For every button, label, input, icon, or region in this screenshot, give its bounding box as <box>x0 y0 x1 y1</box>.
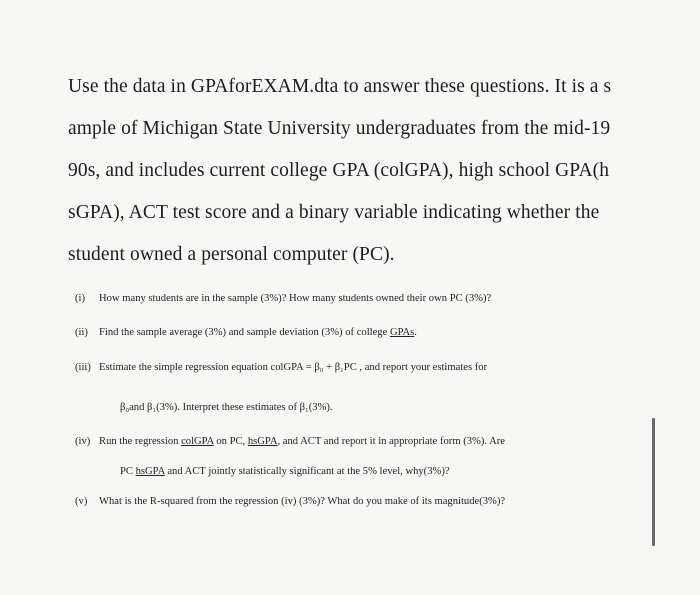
question-number: (v) <box>75 496 88 507</box>
question-v <box>75 496 505 507</box>
question-text: What is the R-squared from the regression (iv) (3%)? What do you make of its magnitude(3%)? <box>99 496 506 507</box>
question-iv-continuation <box>120 466 450 477</box>
intro-line-3: 90s, and includes current college GPA (colGPA), high school GPA(h <box>68 160 610 181</box>
question-text-underlined: hsGPA <box>247 436 278 447</box>
question-text: How many students are in the sample (3%)? How many students owned their own PC (3%)? <box>99 293 492 304</box>
intro-paragraph <box>68 66 648 276</box>
scrollbar[interactable] <box>652 418 655 546</box>
question-iii <box>75 362 487 373</box>
question-i <box>75 293 491 304</box>
question-text: Run the regression <box>99 436 182 447</box>
question-number: (iii) <box>75 362 91 373</box>
question-number: (iv) <box>75 436 91 447</box>
question-text: on PC, <box>213 436 248 447</box>
intro-line-5: student owned a personal computer (PC). <box>68 244 395 265</box>
intro-line-1: Use the data in GPAforEXAM.dta to answer these questions. It is a s <box>68 76 612 97</box>
question-text-underlined: hsGPA <box>135 466 165 477</box>
question-text: Estimate the simple regression equation colGPA = β₀ + β₁PC , and report your estimates for <box>99 362 488 373</box>
question-text: Find the sample average (3%) and sample deviation (3%) of college <box>99 327 390 338</box>
question-iv <box>75 436 505 447</box>
intro-line-2: ample of Michigan State University undergraduates from the mid-19 <box>68 118 611 139</box>
question-number: (ii) <box>75 327 88 338</box>
question-iii-continuation: β₀and β₁(3%). Interpret these estimates of β₁(3%). <box>120 402 333 413</box>
question-ii <box>75 327 417 338</box>
question-text: and ACT jointly statistically significant at the 5% level, why(3%)? <box>164 466 450 477</box>
question-text: , and ACT and report it in appropriate form (3%). Are <box>277 436 505 447</box>
question-text-underlined: colGPA <box>181 436 214 447</box>
question-number: (i) <box>75 293 85 304</box>
question-text: PC <box>120 466 136 477</box>
question-text-underlined: GPAs <box>389 327 415 338</box>
intro-line-4: sGPA), ACT test score and a binary variable indicating whether the <box>68 202 600 223</box>
question-text: . <box>414 327 417 338</box>
